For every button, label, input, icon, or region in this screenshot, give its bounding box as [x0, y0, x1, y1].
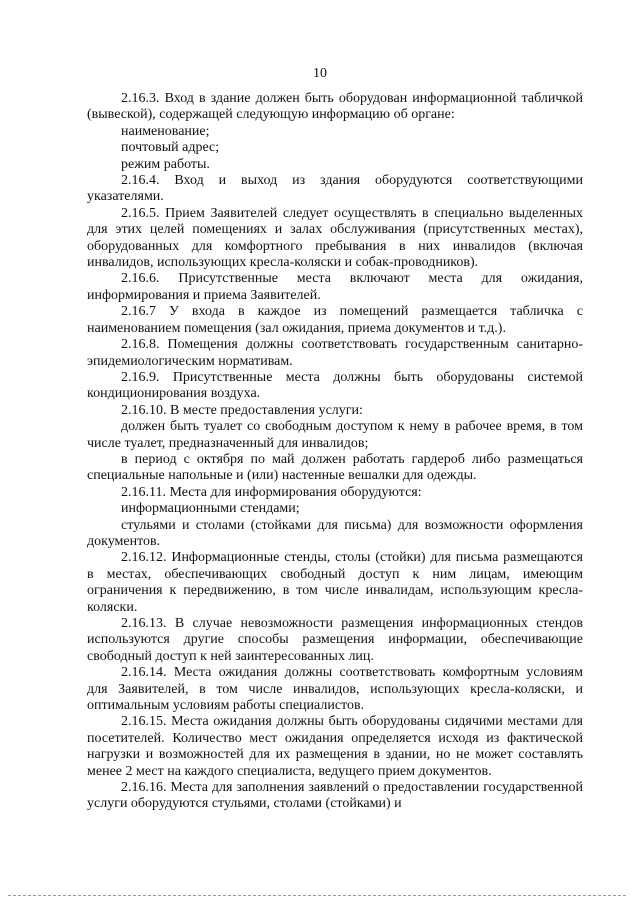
- paragraph: в период с октября по май должен работать гардероб либо размещаться специальные напольные и (или) настенные вешалки для одежды.: [87, 451, 583, 484]
- paragraph: 2.16.13. В случае невозможности размещения информационных стендов используются другие способы размещения информации, обеспечивающие свободный доступ к ней заинтересованных лиц.: [87, 616, 583, 664]
- paragraph: 2.16.15. Места ожидания должны быть оборудованы сидячими местами для посетителей. Количество мест ожидания определяется исходя из фактической нагрузки и возможностей для их размещения в здании, но не может составлять менее 2 мест на каждого специалиста, ведущего прием документов.: [87, 714, 583, 779]
- paragraph: 2.16.6. Присутственные места включают места для ожидания, информирования и приема Заявителей.: [87, 271, 583, 303]
- paragraph: 2.16.14. Места ожидания должны соответствовать комфортным условиям для Заявителей, в том числе инвалидов, использующих кресла-коляски, и оптимальным условиям работы специалистов.: [87, 665, 583, 714]
- paragraph: 2.16.3. Вход в здание должен быть оборудован информационной табличкой (вывеской), содержащей следующую информацию об органе:: [87, 91, 583, 123]
- paragraph: 2.16.8. Помещения должны соответствовать государственным санитарно-эпидемиологическим нормативам.: [87, 337, 583, 369]
- paragraph: должен быть туалет со свободным доступом к нему в рабочее время, в том числе туалет, предназначенный для инвалидов;: [87, 419, 583, 451]
- document-body: [87, 91, 583, 813]
- paragraph: почтовый адрес;: [121, 140, 220, 156]
- paragraph: стульями и столами (стойками для письма) для возможности оформления документов.: [87, 517, 583, 549]
- paragraph: 2.16.11. Места для информирования оборудуются:: [121, 484, 422, 500]
- page-bottom-rule: [8, 895, 626, 896]
- paragraph: 2.16.16. Места для заполнения заявлений о предоставлении государственной услуги оборудуются стульями, столами (стойками) и: [87, 780, 583, 812]
- paragraph: режим работы.: [121, 156, 210, 172]
- paragraph: 2.16.5. Прием Заявителей следует осуществлять в специально выделенных для этих целей помещениях и залах обслуживания (присутственных местах), оборудованных для комфортного пребывания в них инвалидов (включая инвалидов, использующих кресла-коляски и собак-проводников).: [87, 205, 583, 271]
- paragraph: 2.16.12. Информационные стенды, столы (стойки) для письма размещаются в местах, обеспечивающих свободный доступ к ним лицам, имеющим ограничения к передвижению, в том числе инвалидам, использующим кресла-коляски.: [87, 550, 583, 615]
- paragraph: наименование;: [121, 123, 210, 139]
- paragraph: информационными стендами;: [121, 501, 300, 517]
- paragraph: 2.16.9. Присутственные места должны быть оборудованы системой кондиционирования воздуха.: [87, 369, 583, 402]
- paragraph: 2.16.4. Вход и выход из здания оборудуются соответствующими указателями.: [87, 173, 583, 205]
- paragraph: 2.16.10. В месте предоставления услуги:: [121, 402, 363, 418]
- paragraph: 2.16.7 У входа в каждое из помещений размещается табличка с наименованием помещения (зал ожидания, приема документов и т.д.).: [87, 304, 583, 336]
- page-number: 10: [313, 66, 327, 81]
